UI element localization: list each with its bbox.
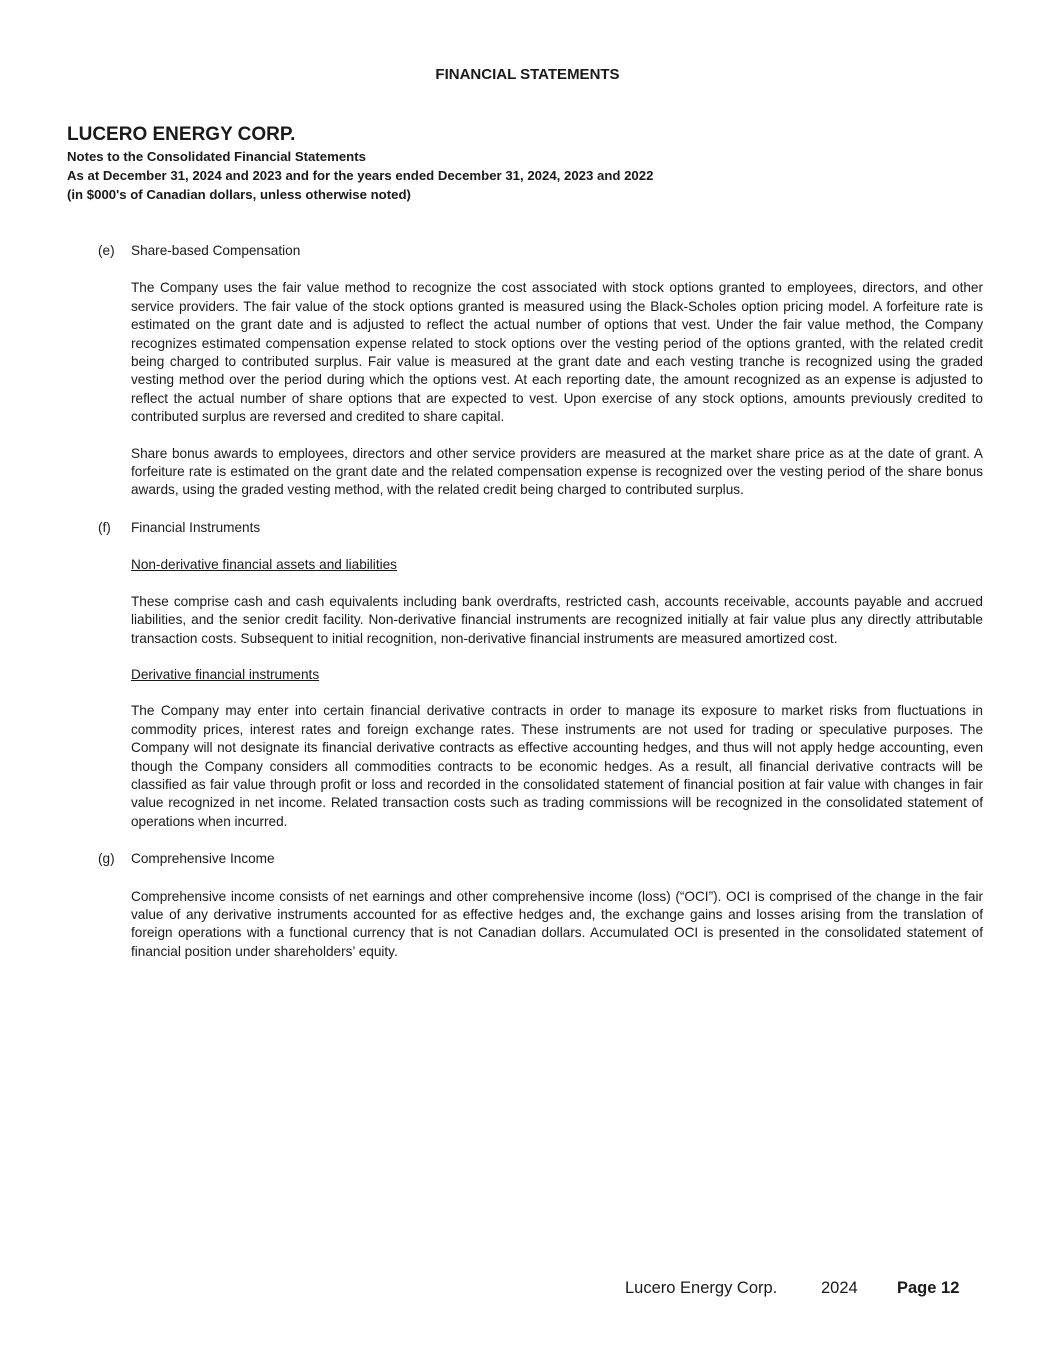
- section-f-heading: [98, 519, 983, 537]
- footer-company: Lucero Energy Corp.: [625, 1279, 778, 1297]
- period-line: As at December 31, 2024 and 2023 and for the years ended December 31, 2024, 2023 and 2022: [67, 168, 654, 183]
- section-letter: (f): [98, 519, 111, 535]
- notes-title: Notes to the Consolidated Financial Statements: [67, 149, 366, 164]
- section-title: Comprehensive Income: [131, 851, 275, 867]
- section-title: Financial Instruments: [131, 519, 261, 535]
- section-letter: (e): [98, 243, 115, 258]
- paragraph: These comprise cash and cash equivalents including bank overdrafts, restricted cash, accounts receivable, accounts payable and accrued liabilities, and the senior credit facility. Non-derivative financial instruments are recognized initially at fair value plus any directly attributable transaction costs. Subsequent to initial recognition, non-derivative financial instruments are measured amortized cost.: [131, 593, 983, 646]
- section-letter: (g): [98, 851, 115, 867]
- page-footer: [625, 1279, 959, 1298]
- page-header-title: FINANCIAL STATEMENTS: [435, 66, 620, 83]
- company-name: LUCERO ENERGY CORP.: [67, 124, 296, 145]
- currency-note: (in $000's of Canadian dollars, unless otherwise noted): [67, 187, 411, 202]
- subheading: Derivative financial instruments: [131, 666, 320, 682]
- section-e-heading: [98, 242, 983, 260]
- paragraph: Comprehensive income consists of net earnings and other comprehensive income (loss) (“OCI”). OCI is comprised of the change in the fair value of any derivative instruments accounted for as effective hedges and, the exchange gains and losses arising from the translation of foreign operations with a functional currency that is not Canadian dollars. Accumulated OCI is presented in the consolidated statement of financial position under shareholders’ equity.: [131, 888, 983, 959]
- section-g-heading: [98, 850, 983, 868]
- paragraph: The Company uses the fair value method to recognize the cost associated with stock options granted to employees, directors, and other service providers. The fair value of the stock options granted is measured using the Black-Scholes option pricing model. A forfeiture rate is estimated on the grant date and is adjusted to reflect the actual number of options that vest. Under the fair value method, the Company recognizes estimated compensation expense related to stock options over the vesting period of the options granted, with the related credit being charged to contributed surplus. Fair value is measured at the grant date and each vesting tranche is recognized using the graded vesting method over the period during which the options vest. At each reporting date, the amount recognized as an expense is adjusted to reflect the actual number of share options that are expected to vest. Upon exercise of any stock options, amounts previously credited to contributed surplus are reversed and credited to share capital.: [131, 280, 983, 425]
- section-title: Share-based Compensation: [131, 243, 301, 258]
- notes-content: [98, 242, 983, 979]
- subheading: Non-derivative financial assets and liabilities: [131, 557, 397, 573]
- company-header: [67, 123, 967, 204]
- paragraph: Share bonus awards to employees, directors and other service providers are measured at the market share price as at the date of grant. A forfeiture rate is estimated on the grant date and the related compensation expense is recognized over the vesting period of the share bonus awards, using the graded vesting method, with the related credit being charged to contributed surplus.: [131, 445, 983, 498]
- paragraph: The Company may enter into certain financial derivative contracts in order to manage its exposure to market risks from fluctuations in commodity prices, interest rates and foreign exchange rates. These instruments are not used for trading or speculative purposes. The Company will not designate its financial derivative contracts as effective accounting hedges, and thus will not apply hedge accounting, even though the Company considers all commodities contracts to be economic hedges. As a result, all financial derivative contracts will be classified as fair value through profit or loss and recorded in the consolidated statement of financial position at fair value with changes in fair value recognized in net income. Related transaction costs such as trading commissions will be recognized in the consolidated statement of operations when incurred.: [131, 703, 983, 829]
- footer-year: 2024: [821, 1279, 858, 1297]
- footer-page-number: Page 12: [897, 1279, 960, 1297]
